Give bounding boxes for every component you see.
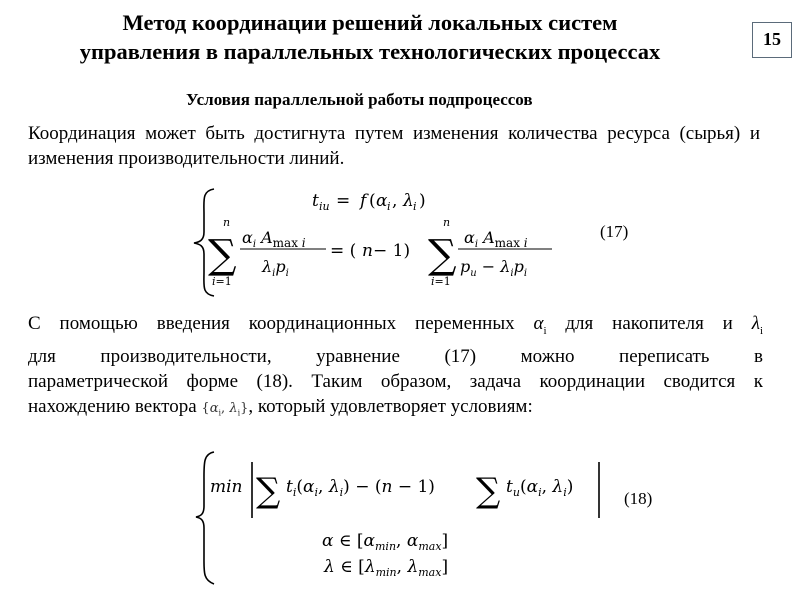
svg-text:λ: λ (403, 191, 414, 211)
svg-text:αi Amax i: $\alpha_i$ $A_{max}$ i (464, 228, 528, 250)
svg-text:): ) (419, 191, 426, 211)
svg-text:∑: ∑ (428, 232, 457, 278)
formula-text-holder (0, 0, 1, 1)
svg-text:− 1): − 1) (373, 241, 411, 261)
svg-text:=: = (336, 191, 351, 211)
svg-text:min: min (210, 477, 243, 497)
svg-text:t: t (312, 191, 319, 211)
svg-text:λ ∈ [λmin, λmax]: λ ∈ [$\lambda_{min}$, $\lambda_{max}$] (324, 557, 449, 579)
svg-text:∑: ∑ (208, 232, 237, 278)
svg-text:αi Amax i: $\alpha_i$ $A_{max}$ i (242, 228, 306, 250)
paragraph-coordination-variables: С помощью введения координационных переменных $\alpha_i$ для накопителя и $\lambda_i$ для производительности, уравнение (17) можно переписать в параметрической форме (18). Таким образом, задача координации сводится к нахождению вектора {$\alpha_i$, $\lambda_i$}, который удовлетворяет условиям: (28, 313, 763, 418)
svg-text:α ∈ [αmin, αmax]: α ∈ [$\alpha_{min}$, $\alpha_{max}$] (322, 531, 449, 553)
eq17-line1 (0, 0, 1, 1)
svg-text:λipi: $\lambda_ip_i$ (262, 257, 289, 279)
equation-18 (194, 448, 614, 588)
svg-text:i=1: i=1 (431, 275, 451, 288)
svg-text:n: n (443, 216, 451, 229)
svg-text:∑: ∑ (476, 471, 501, 511)
title-line-1: Метод координации решений локальных систем (122, 10, 618, 35)
svg-text:α: α (376, 191, 388, 211)
paragraph-coordination: Координация может быть достигнута путем изменения количества ресурса (сырья) и изменения производительности линий. (28, 123, 760, 169)
slide-title (0, 8, 740, 66)
svg-text:i=1: i=1 (212, 275, 232, 288)
title-line-2: управления в параллельных технологических процессах (79, 39, 661, 64)
svg-text:∑: ∑ (256, 471, 281, 511)
svg-text:f: f (360, 191, 367, 211)
equation-17-number: (17) (600, 222, 629, 241)
section-subtitle: Условия параллельной работы подпроцессов (186, 90, 533, 109)
equation-18-number: (18) (624, 489, 653, 508)
svg-text:n: n (223, 216, 231, 229)
svg-text:pu − λipi: $p_u - \lambda_ip_i$ (460, 257, 528, 279)
svg-text:= (: = ( (330, 241, 357, 261)
svg-text:tu(αi, λi): $t_u(\alpha_i$, $\lambda_i$) (506, 477, 574, 499)
svg-text:iu: iu (319, 200, 330, 213)
svg-text:n: n (362, 241, 373, 261)
svg-text:,: , (392, 191, 398, 211)
left-brace (196, 452, 214, 584)
svg-text:i: i (413, 200, 417, 213)
svg-text:i: i (387, 200, 391, 213)
equation-17 (190, 186, 610, 298)
page-number-box: 15 (752, 22, 792, 58)
svg-text:ti(αi, λi) − (n − 1): $t_i(\alpha_i$, $\lambda_i) - (n - 1)$ (286, 477, 435, 499)
svg-text:(: ( (369, 191, 376, 211)
